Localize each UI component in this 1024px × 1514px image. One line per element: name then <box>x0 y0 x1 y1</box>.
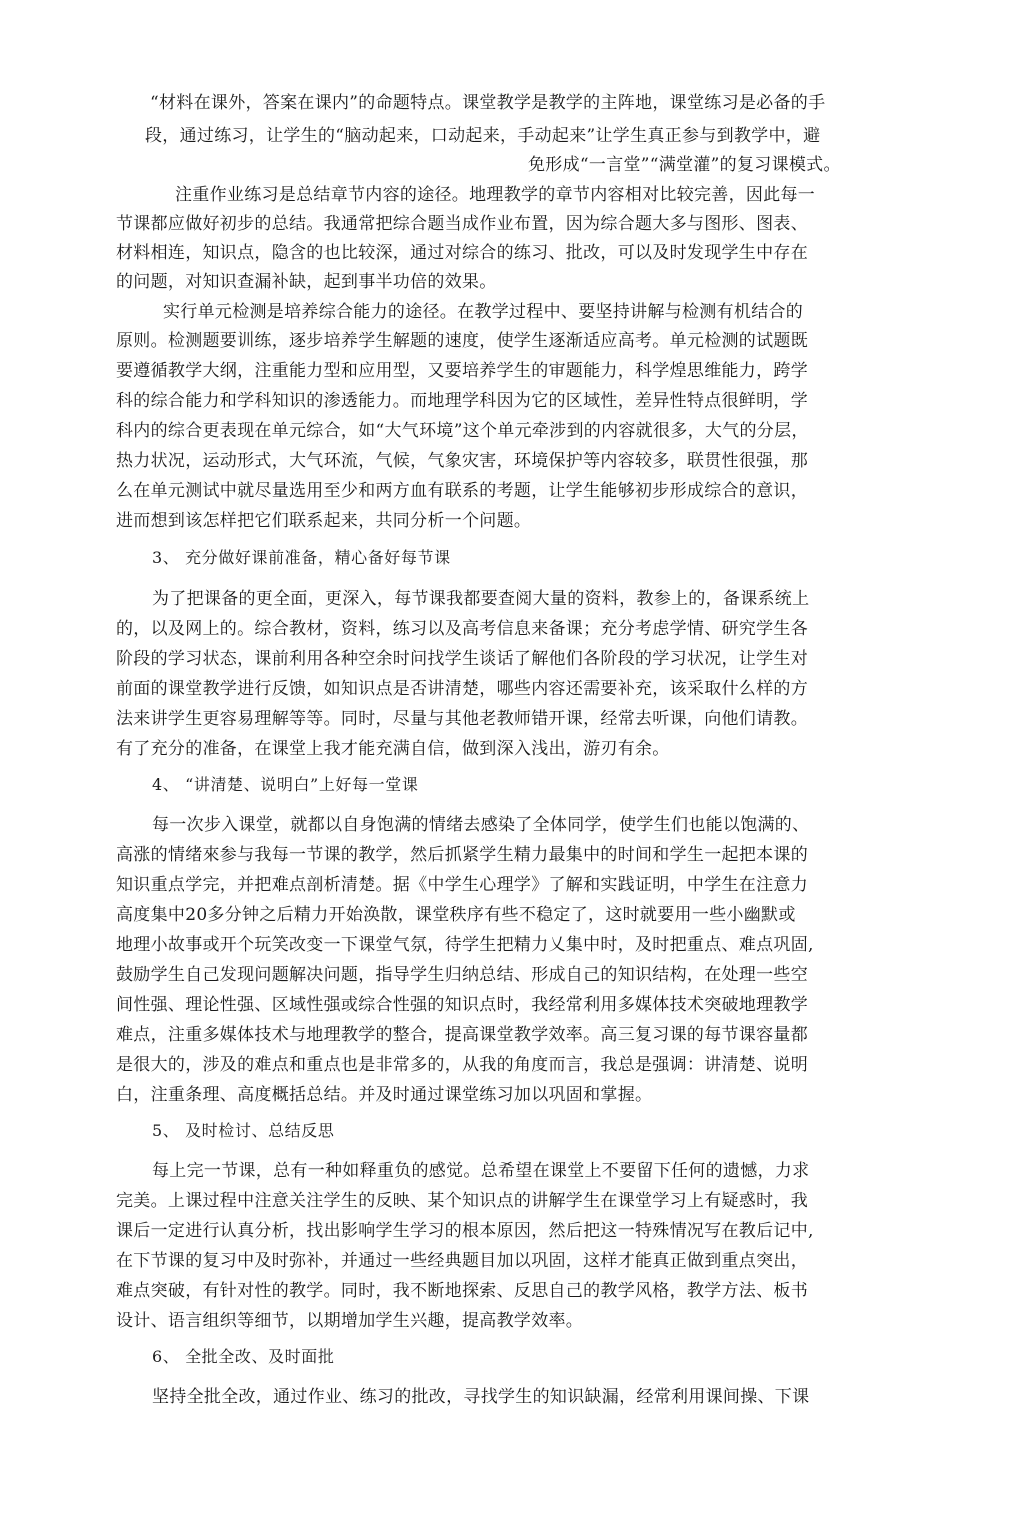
text-line: “材料在课外，答案在课内”的命题特点。课堂教学是教学的主阵地，课堂练习是必备的手 <box>150 93 826 113</box>
text-line: 免形成“一言堂”“满堂灌”的复习课模式。 <box>528 155 841 175</box>
text-line: 有了充分的准备，在课堂上我才能充满自信，做到深入浅出，游刃有余。 <box>116 739 670 759</box>
text-line: 坚持全批全改，通过作业、练习的批改，寻找学生的知识缺漏，经常利用课间操、下课 <box>152 1387 810 1407</box>
text-line: 每一次步入课堂，就都以自身饱满的情绪去感染了全体同学，使学生们也能以饱满的、 <box>152 815 810 835</box>
text-line: 难点突破，有针对性的教学。同时，我不断地探索、反思自己的教学风格，教学方法、板书 <box>116 1281 808 1301</box>
text-line: 的，以及网上的。综合教材，资料，练习以及高考信息来备课；充分考虑学情、研究学生各 <box>116 619 808 639</box>
text-line: 白，注重条理、高度概括总结。并及时通过课堂练习加以巩固和掌握。 <box>116 1085 653 1105</box>
text-line: 么在单元测试中就尽量选用至少和两方血有联系的考题，让学生能够初步形成综合的意识， <box>116 481 808 501</box>
text-line: 法来讲学生更容易理解等等。同时，尽量与其他老教师错开课，经常去听课，向他们请教。 <box>116 709 808 729</box>
section-heading: 6、 全批全改、及时面批 <box>152 1347 335 1366</box>
text-line: 每上完一节课，总有一种如释重负的感觉。总希望在课堂上不要留下任何的遗憾，力求 <box>152 1161 810 1181</box>
text-line: 地理小故事或开个玩笑改变一下课堂气氛，待学生把精力乂集中时，及时把重点、难点巩固, <box>116 935 814 955</box>
section-heading: 3、 充分做好课前准备，精心备好每节课 <box>152 548 451 567</box>
text-line: 设计、语言组织等细节，以期增加学生兴趣，提高教学效率。 <box>116 1311 584 1331</box>
text-line: 注重作业练习是总结章节内容的途径。地理教学的章节内容相对比较完善，因此每一 <box>175 185 816 205</box>
text-line: 阶段的学习状态，课前利用各种空余时问找学生谈话了解他们各阶段的学习状况，让学生对 <box>116 649 808 669</box>
text-line: 是很大的，涉及的难点和重点也是非常多的，从我的角度而言，我总是强调：讲清楚、说明 <box>116 1055 808 1075</box>
text-line: 知识重点学完，并把难点剖析清楚。据《中学生心理学》了解和实践证明，中学生在注意力 <box>116 875 808 895</box>
text-line: 在下节课的复习中及时弥补，并通过一些经典题目加以巩固，这样才能真正做到重点突出， <box>116 1251 808 1271</box>
text-line: 段，通过练习，让学生的“脑动起来，口动起来，手动起来”让学生真正参与到教学中，避 <box>145 126 821 146</box>
text-line: 要遵循教学大纲，注重能力型和应用型，又要培养学生的审题能力，科学煌思维能力，跨学 <box>116 361 808 381</box>
text-line: 完美。上课过程中注意关注学生的反映、某个知识点的讲解学生在课堂学习上有疑惑时，我 <box>116 1191 808 1211</box>
text-line: 为了把课备的更全面，更深入，每节课我都要查阅大量的资料，教参上的，备课系统上 <box>152 589 810 609</box>
text-line: 高涨的情绪來参与我每一节课的教学，然后抓紧学生精力最集中的时间和学生一起把本课的 <box>116 845 808 865</box>
text-line: 前面的课堂教学进行反馈，如知识点是否讲清楚，哪些内容还需要补充，该采取什么样的方 <box>116 679 808 699</box>
text-line: 间性强、理论性强、区域性强或综合性强的知识点时，我经常利用多媒体技术突破地理教学 <box>116 995 808 1015</box>
text-line: 原则。检测题要训练，逐步培养学生解题的速度，使学生逐渐适应高考。单元检测的试题既 <box>116 331 808 351</box>
text-line: 高度集中20多分钟之后精力开始涣散，课堂秩序有些不稳定了，这时就要用一些小幽默或 <box>116 905 796 925</box>
text-line: 材料相连，知识点，隐含的也比较深，通过对综合的练习、批改，可以及时发现学生中存在 <box>116 243 808 263</box>
text-line: 的问题，对知识查漏补缺，起到事半功倍的效果。 <box>116 272 497 292</box>
text-line: 实行单元检测是培养综合能力的途径。在教学过程中、要坚持讲解与检测有机结合的 <box>163 302 804 322</box>
text-line: 进而想到该怎样把它们联系起来，共同分析一个问题。 <box>116 511 532 531</box>
text-line: 热力状况，运动形式，大气环流，气候，气象灾害，环境保护等内容较多，联贯性很强，那 <box>116 451 808 471</box>
text-line: 课后一定进行认真分析，找出影响学生学习的根本原因，然后把这一特殊情况写在教后记中, <box>116 1221 814 1241</box>
section-heading: 4、 “讲清楚、说明白”上好每一堂课 <box>152 775 419 794</box>
text-line: 科内的综合更表现在单元综合，如“大气环境”这个单元牵涉到的内容就很多，大气的分层， <box>116 421 809 441</box>
text-line: 鼓励学生自己发现问题解决问题，指导学生归纳总结、形成自己的知识结构，在处理一些空 <box>116 965 808 985</box>
text-line: 难点，注重多媒体技术与地理教学的整合，提高课堂教学效率。高三复习课的每节课容量都 <box>116 1025 808 1045</box>
section-heading: 5、 及时检讨、总结反思 <box>152 1121 335 1140</box>
text-line: 科的综合能力和学科知识的渗透能力。而地理学科因为它的区域性，差异性特点很鲜明，学 <box>116 391 808 411</box>
text-line: 节课都应做好初步的总结。我通常把综合题当成作业布置，因为综合题大多与图形、图表、 <box>116 214 808 234</box>
